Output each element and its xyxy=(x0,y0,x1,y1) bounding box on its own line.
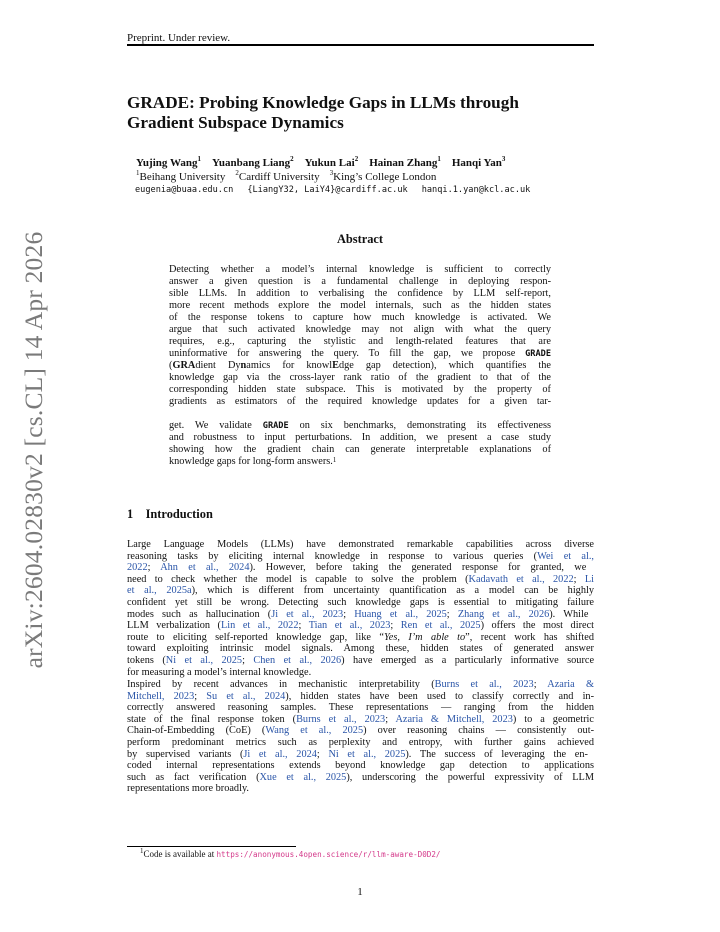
author-email: hanqi.1.yan@kcl.ac.uk xyxy=(421,185,531,195)
footnote: $^1$Code is available at https://anonymous.4open.science/r/llm-aware-D0D2/ xyxy=(140,847,441,859)
abstract-line: argue that such activated knowledge may not align with what the query xyxy=(169,324,551,335)
footnote-mark: 1 xyxy=(332,456,337,464)
citation-link[interactable]: Huang et al., 2025 xyxy=(354,608,447,620)
body-line: toward exploiting intrinsic model signals. Among these, hidden states of generated answer xyxy=(127,643,594,655)
citation-link[interactable]: Ahn et al., 2024 xyxy=(160,562,250,574)
body-line: by supervised variants (Ji et al., 2024; Ni et al., 2025). The success of leveraging the en- xyxy=(127,748,588,760)
quoted-phrase: Yes, I’m able to xyxy=(383,631,466,643)
author-name: Yujing Wang$^1$ xyxy=(136,155,201,169)
citation-link[interactable]: Zhang et al., 2026 xyxy=(457,608,550,620)
body-line: route to eliciting self-reported knowledge gap, like “Yes, I’m able to”, recent work has shifted xyxy=(127,631,594,643)
abstract-line: answer a given question is a fundamental challenge in deploying respon- xyxy=(169,276,551,287)
body-line: such as fact verification (Xue et al., 2025), underscoring the powerful expressivity of LLM xyxy=(127,771,594,783)
citation-link[interactable]: Chen et al., 2026 xyxy=(253,655,342,666)
body-line: tokens (Ni et al., 2025; Chen et al., 2026) have emerged as a particularly informative source xyxy=(127,655,595,666)
citation-link[interactable]: Wei et al., xyxy=(537,550,595,562)
citation-link[interactable]: Ren et al., 2025 xyxy=(400,620,481,632)
body-line: et al., 2025a), which is different from uncertainty quantification as a model can be highly xyxy=(127,585,594,597)
page-number: 1 xyxy=(357,886,363,898)
body-line: confident yet still be wrong. Detecting such knowledge gaps is essential to mitigating failure xyxy=(127,597,594,608)
citation-link[interactable]: Burns et al., 2023 xyxy=(296,713,386,725)
citation-link[interactable]: Burns et al., 2023 xyxy=(434,679,534,690)
paper-title: GRADE: Probing Knowledge Gaps in LLMs through Gradient Subspace Dynamics xyxy=(127,93,519,132)
citation-link[interactable]: Li xyxy=(584,573,594,585)
abstract-line: more recent methods explore the model internals, such as the hidden states xyxy=(169,300,551,311)
author-affiliation-mark: 2 xyxy=(354,155,359,163)
footnote-rule xyxy=(127,846,296,847)
author-affiliation-mark: 1 xyxy=(437,155,441,163)
email-list xyxy=(135,185,544,195)
author-affiliation-mark: 2 xyxy=(290,155,294,163)
citation-link[interactable]: Azaria & Mitchell, 2023 xyxy=(395,713,513,725)
citation-link[interactable]: Su et al., 2024 xyxy=(206,690,286,702)
body-line: representations more broadly. xyxy=(127,783,249,795)
abstract-line: showing how the gradient chain can generate interpretable explanations of xyxy=(169,444,551,455)
abstract-heading: Abstract xyxy=(336,232,384,246)
author-affiliation-mark: 1 xyxy=(197,155,201,163)
citation-link[interactable]: Lin et al., 2022 xyxy=(220,620,299,632)
section-heading: 1 Introduction xyxy=(127,507,213,521)
author-list xyxy=(136,157,516,169)
citation-link[interactable]: et al., 2025a xyxy=(127,585,192,597)
abstract-line: uninformative for answering the query. To fill the gap, we propose GRADE xyxy=(169,348,551,359)
abstract-line: requires, e.g., capturing the stylistic and length-related features that are xyxy=(169,336,551,347)
citation-link[interactable]: Ni et al., 2025 xyxy=(165,655,243,666)
body-line: correctly answered reasoning samples. These representations — ranging from the hidden xyxy=(127,702,594,714)
body-line: Chain-of-Embedding (CoE) (Wang et al., 2025) over reasoning chains — consistently out- xyxy=(127,725,594,737)
header-rule xyxy=(127,44,594,46)
author-email: {LiangY32, LaiY4}@cardiff.ac.uk xyxy=(247,185,408,195)
body-line: perform predominant metrics such as perplexity and entropy, with further gains achieved xyxy=(127,737,594,748)
citation-link[interactable]: Tian et al., 2023 xyxy=(308,620,391,632)
citation-link[interactable]: Xue et al., 2025 xyxy=(259,771,347,783)
author-name: Hanqi Yan$^3$ xyxy=(451,155,506,169)
affiliation-mark: 1 xyxy=(136,169,140,177)
citation-link[interactable]: Ji et al., 2024 xyxy=(243,748,317,760)
citation-link[interactable]: Kadavath et al., 2022 xyxy=(468,573,574,585)
body-line: coded internal representations extends beyond knowledge gap detection to applications xyxy=(127,760,594,772)
body-line: Mitchell, 2023; Su et al., 2024), hidden states have been used to classify correctly and in- xyxy=(127,690,595,702)
abstract-line: sible LLMs. In addition to verbalising the confidence by LLM self-report, xyxy=(169,288,551,299)
affiliation-mark: 2 xyxy=(235,169,239,177)
body-line: state of the final response token (Burns et al., 2023; Azaria & Mitchell, 2023) to a geometric xyxy=(127,713,594,725)
abstract-line: gradients as estimators of the required knowledge updates for a given tar- xyxy=(169,396,551,407)
body-line: need to check whether the model is capable to solve the problem (Kadavath et al., 2022; Li xyxy=(127,573,594,585)
body-line: modes such as hallucination (Ji et al., 2023; Huang et al., 2025; Zhang et al., 2026). While xyxy=(127,608,589,620)
body-line: Inspired by recent advances in mechanistic interpretability (Burns et al., 2023; Azaria & xyxy=(127,679,594,690)
abstract-line: (GRAdient Dynamics for knowlEdge gap detection), which quantifies the xyxy=(169,360,551,371)
author-name: Yuanbang Liang$^2$ xyxy=(211,155,294,169)
abstract-line: get. We validate GRADE on six benchmarks, demonstrating its effectiveness xyxy=(169,420,551,431)
abstract-line: knowledge gaps for long-form answers.$^1$ xyxy=(169,456,337,467)
citation-link[interactable]: Azaria & xyxy=(547,679,594,690)
citation-link[interactable]: 2022 xyxy=(127,562,148,574)
running-header: Preprint. Under review. xyxy=(127,32,231,44)
author-affiliation-mark: 3 xyxy=(501,155,506,163)
author-name: Yukun Lai$^2$ xyxy=(304,155,359,169)
abstract-line: knowledge gap via the cross-layer rank ratio of the gradient to that of the xyxy=(169,372,551,383)
affiliation: $^2$Cardiff University xyxy=(235,169,320,183)
affiliation: $^1$Beihang University xyxy=(136,169,226,183)
abstract-line: Detecting whether a model’s internal knowledge is sufficient to correctly xyxy=(169,264,551,275)
author-name: Hainan Zhang$^1$ xyxy=(369,155,441,169)
abstract-line: of the response tokens to capture how much knowledge is activated. We xyxy=(169,312,551,323)
affiliation-mark: 3 xyxy=(329,169,334,177)
affiliation: $^3$King’s College London xyxy=(329,169,437,183)
body-line: 2022; Ahn et al., 2024). However, before taking the generated response for granted, we xyxy=(127,562,587,574)
body-line: LLM verbalization (Lin et al., 2022; Tian et al., 2023; Ren et al., 2025) offers the most direct xyxy=(127,620,594,632)
citation-link[interactable]: Wang et al., 2025 xyxy=(265,725,364,737)
body-line: for measuring a model’s internal knowledge. xyxy=(127,666,312,678)
method-name: GRADE xyxy=(262,421,289,431)
body-line: Large Language Models (LLMs) have demonstrated remarkable capabilities across diverse xyxy=(127,539,594,550)
abstract-line: corresponding hidden state subspace. This is motivated by the property of xyxy=(169,384,551,395)
citation-link[interactable]: Mitchell, 2023 xyxy=(127,690,195,702)
citation-link[interactable]: Ji et al., 2023 xyxy=(271,608,344,620)
affiliation-list xyxy=(136,171,446,183)
citation-link[interactable]: Ni et al., 2025 xyxy=(328,748,406,760)
abstract-line: and robustness to input perturbations. In addition, we present a case study xyxy=(169,432,551,443)
author-email: eugenia@buaa.edu.cn xyxy=(135,185,234,195)
code-link[interactable]: https://anonymous.4open.science/r/llm-aware-D0D2/ xyxy=(216,850,441,859)
body-line: reasoning tasks by eliciting internal knowledge in response to various queries (Wei et al., xyxy=(127,550,595,562)
method-name: GRADE xyxy=(525,349,551,359)
